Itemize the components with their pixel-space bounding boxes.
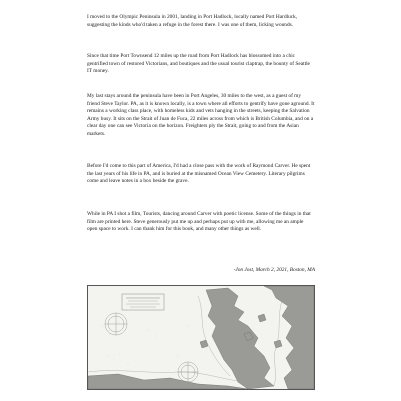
compass-rose-icon [105,313,127,335]
nautical-chart-drawing [88,286,314,389]
author-signature-line: -Jon Jost, March 2, 2021, Boston, MA [233,267,315,273]
paragraph-3: My last stays around the peninsula have been in Port Angeles, 30 miles to the west, as a guest of my friend Steve Taylor. PA, as it is known locally, is a town where all efforts to gentrify have gone aground. It remains a working class place, with homeless kids and vets hanging in the streets, keeping the Salvation Army busy. It sits on the Strait of Juan de Fuca, 22 miles across from which is British Columbia, and on a clear day one can see Victoria on the horizon. Freighters ply the Strait, going to and from the Asian markets. [87,93,315,137]
chart-title-cartouche [122,294,164,310]
nautical-chart-image [87,285,315,390]
paragraph-5: While in PA I shot a film, Tourists, dancing around Carver with poetic license. Some of the things in that film are printed here. Steve generously put me up and perhaps put up with me, allowing me an ample open space to work. I can thank him for this book, and many other things as well. [87,211,311,233]
paragraph-1: I moved to the Olympic Peninsula in 2001, landing in Port Hadlock, locally named Port Hardluck, suggesting the kinds who'd taken a refuge in the forest there. I was one of them, licking wounds. [87,14,298,28]
paragraph-2: Since that time Port Townsend 12 miles up the road from Port Hadlock has blossomed into a chic gentrified town of restored Victorians, and boutiques and the usual tourist claptrap, the bounty of Seattle IT money. [87,53,310,75]
paragraph-4: Before I'd come to this part of America, I'd had a close pass with the work of Raymond Carver. He spent the last years of his life in PA, and is buried at the misnamed Ocean View Cemetery. Literary pilgrims come and leave notes in a box beside the grave. [87,163,311,185]
